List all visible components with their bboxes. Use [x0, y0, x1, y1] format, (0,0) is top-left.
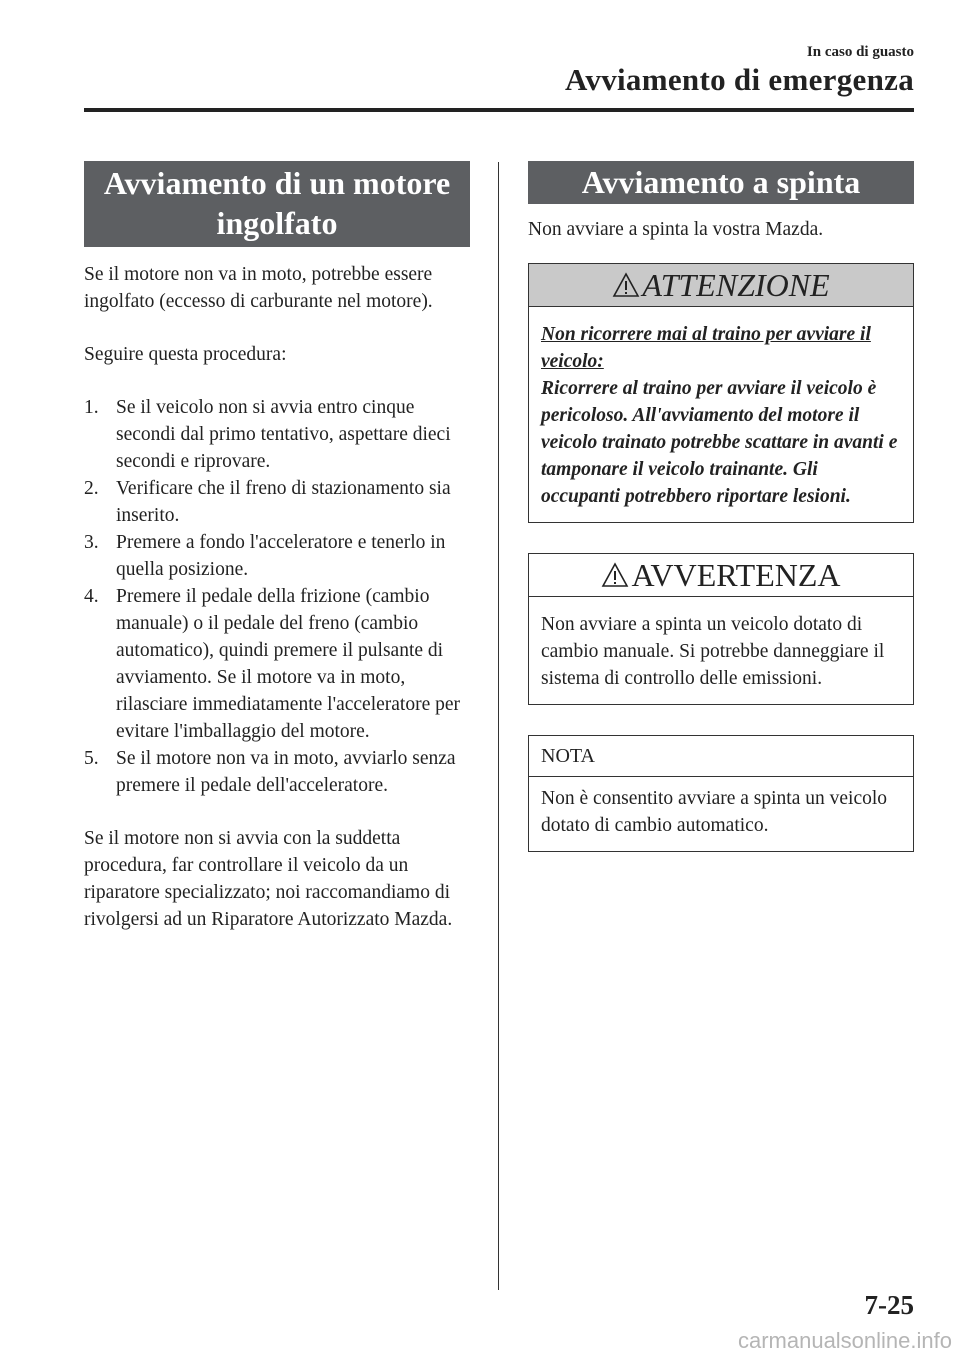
nota-title: NOTA: [529, 736, 913, 777]
attenzione-lead: Non ricorrere mai al traino per avviare il veicolo:: [541, 324, 871, 372]
closing-paragraph: Se il motore non si avvia con la suddetta procedura, far controllare il veicolo da un riparatore specializzato; noi raccomandiamo di rivolgersi ad un Riparatore Autorizzato Mazda.: [84, 828, 453, 930]
avvertenza-header: [529, 554, 913, 597]
section-title: Avviamento di emergenza: [565, 62, 914, 97]
step-item: 2. Verificare che il freno di stazionamento sia inserito.: [84, 478, 451, 526]
procedure-steps: [84, 394, 470, 799]
intro-paragraph: Se il motore non va in moto, potrebbe essere ingolfato (eccesso di carburante nel motore).: [84, 264, 433, 312]
column-divider: [498, 162, 499, 1290]
nota-box: [528, 735, 914, 852]
warning-triangle-icon: [601, 562, 629, 588]
watermark: carmanualsonline.info: [737, 1328, 952, 1353]
push-start-heading: Avviamento a spinta: [528, 161, 914, 204]
nota-text: Non è consentito avviare a spinta un veicolo dotato di cambio automatico.: [541, 788, 888, 836]
page-number: 7-25: [864, 1290, 914, 1320]
left-column: [84, 161, 470, 933]
flooded-engine-heading: [84, 161, 470, 247]
push-start-intro: Non avviare a spinta la vostra Mazda.: [528, 219, 824, 240]
attenzione-header: [529, 264, 913, 307]
avvertenza-title: AVVERTENZA: [631, 557, 841, 593]
chapter-label: In caso di guasto: [806, 44, 914, 60]
attenzione-box: [528, 263, 914, 523]
step-item: 4. Premere il pedale della frizione (cambio manuale) o il pedale del freno (cambio automatico), quindi premere il pulsante di avviamento. Se il motore va in moto, rilasciare immediatamente l'acceleratore per evitare l'imballaggio del motore.: [84, 586, 461, 742]
step-item: 5. Se il motore non va in moto, avviarlo senza premere il pedale dell'acceleratore.: [84, 748, 456, 796]
avvertenza-text: Non avviare a spinta un veicolo dotato di cambio manuale. Si potrebbe danneggiare il sistema di controllo delle emissioni.: [541, 614, 885, 689]
header-rule: [84, 108, 914, 112]
step-item: 1. Se il veicolo non si avvia entro cinque secondi dal primo tentativo, aspettare dieci secondi e riprovare.: [84, 397, 451, 472]
heading-line-1: Avviamento di un motore: [103, 165, 451, 201]
heading-line-2: ingolfato: [216, 205, 338, 241]
right-column: [528, 161, 914, 852]
avvertenza-box: [528, 553, 914, 705]
step-item: 3. Premere a fondo l'acceleratore e tenerlo in quella posizione.: [84, 532, 446, 580]
procedure-label: Seguire questa procedura:: [84, 344, 287, 365]
warning-triangle-icon: [612, 272, 640, 298]
attenzione-title: ATTENZIONE: [642, 267, 830, 303]
attenzione-text: Ricorrere al traino per avviare il veicolo è pericoloso. All'avviamento del motore il veicolo trainato potrebbe scattare in avanti e tamponare il veicolo trainante. Gli occupanti potrebbero riportare lesioni.: [541, 378, 898, 507]
